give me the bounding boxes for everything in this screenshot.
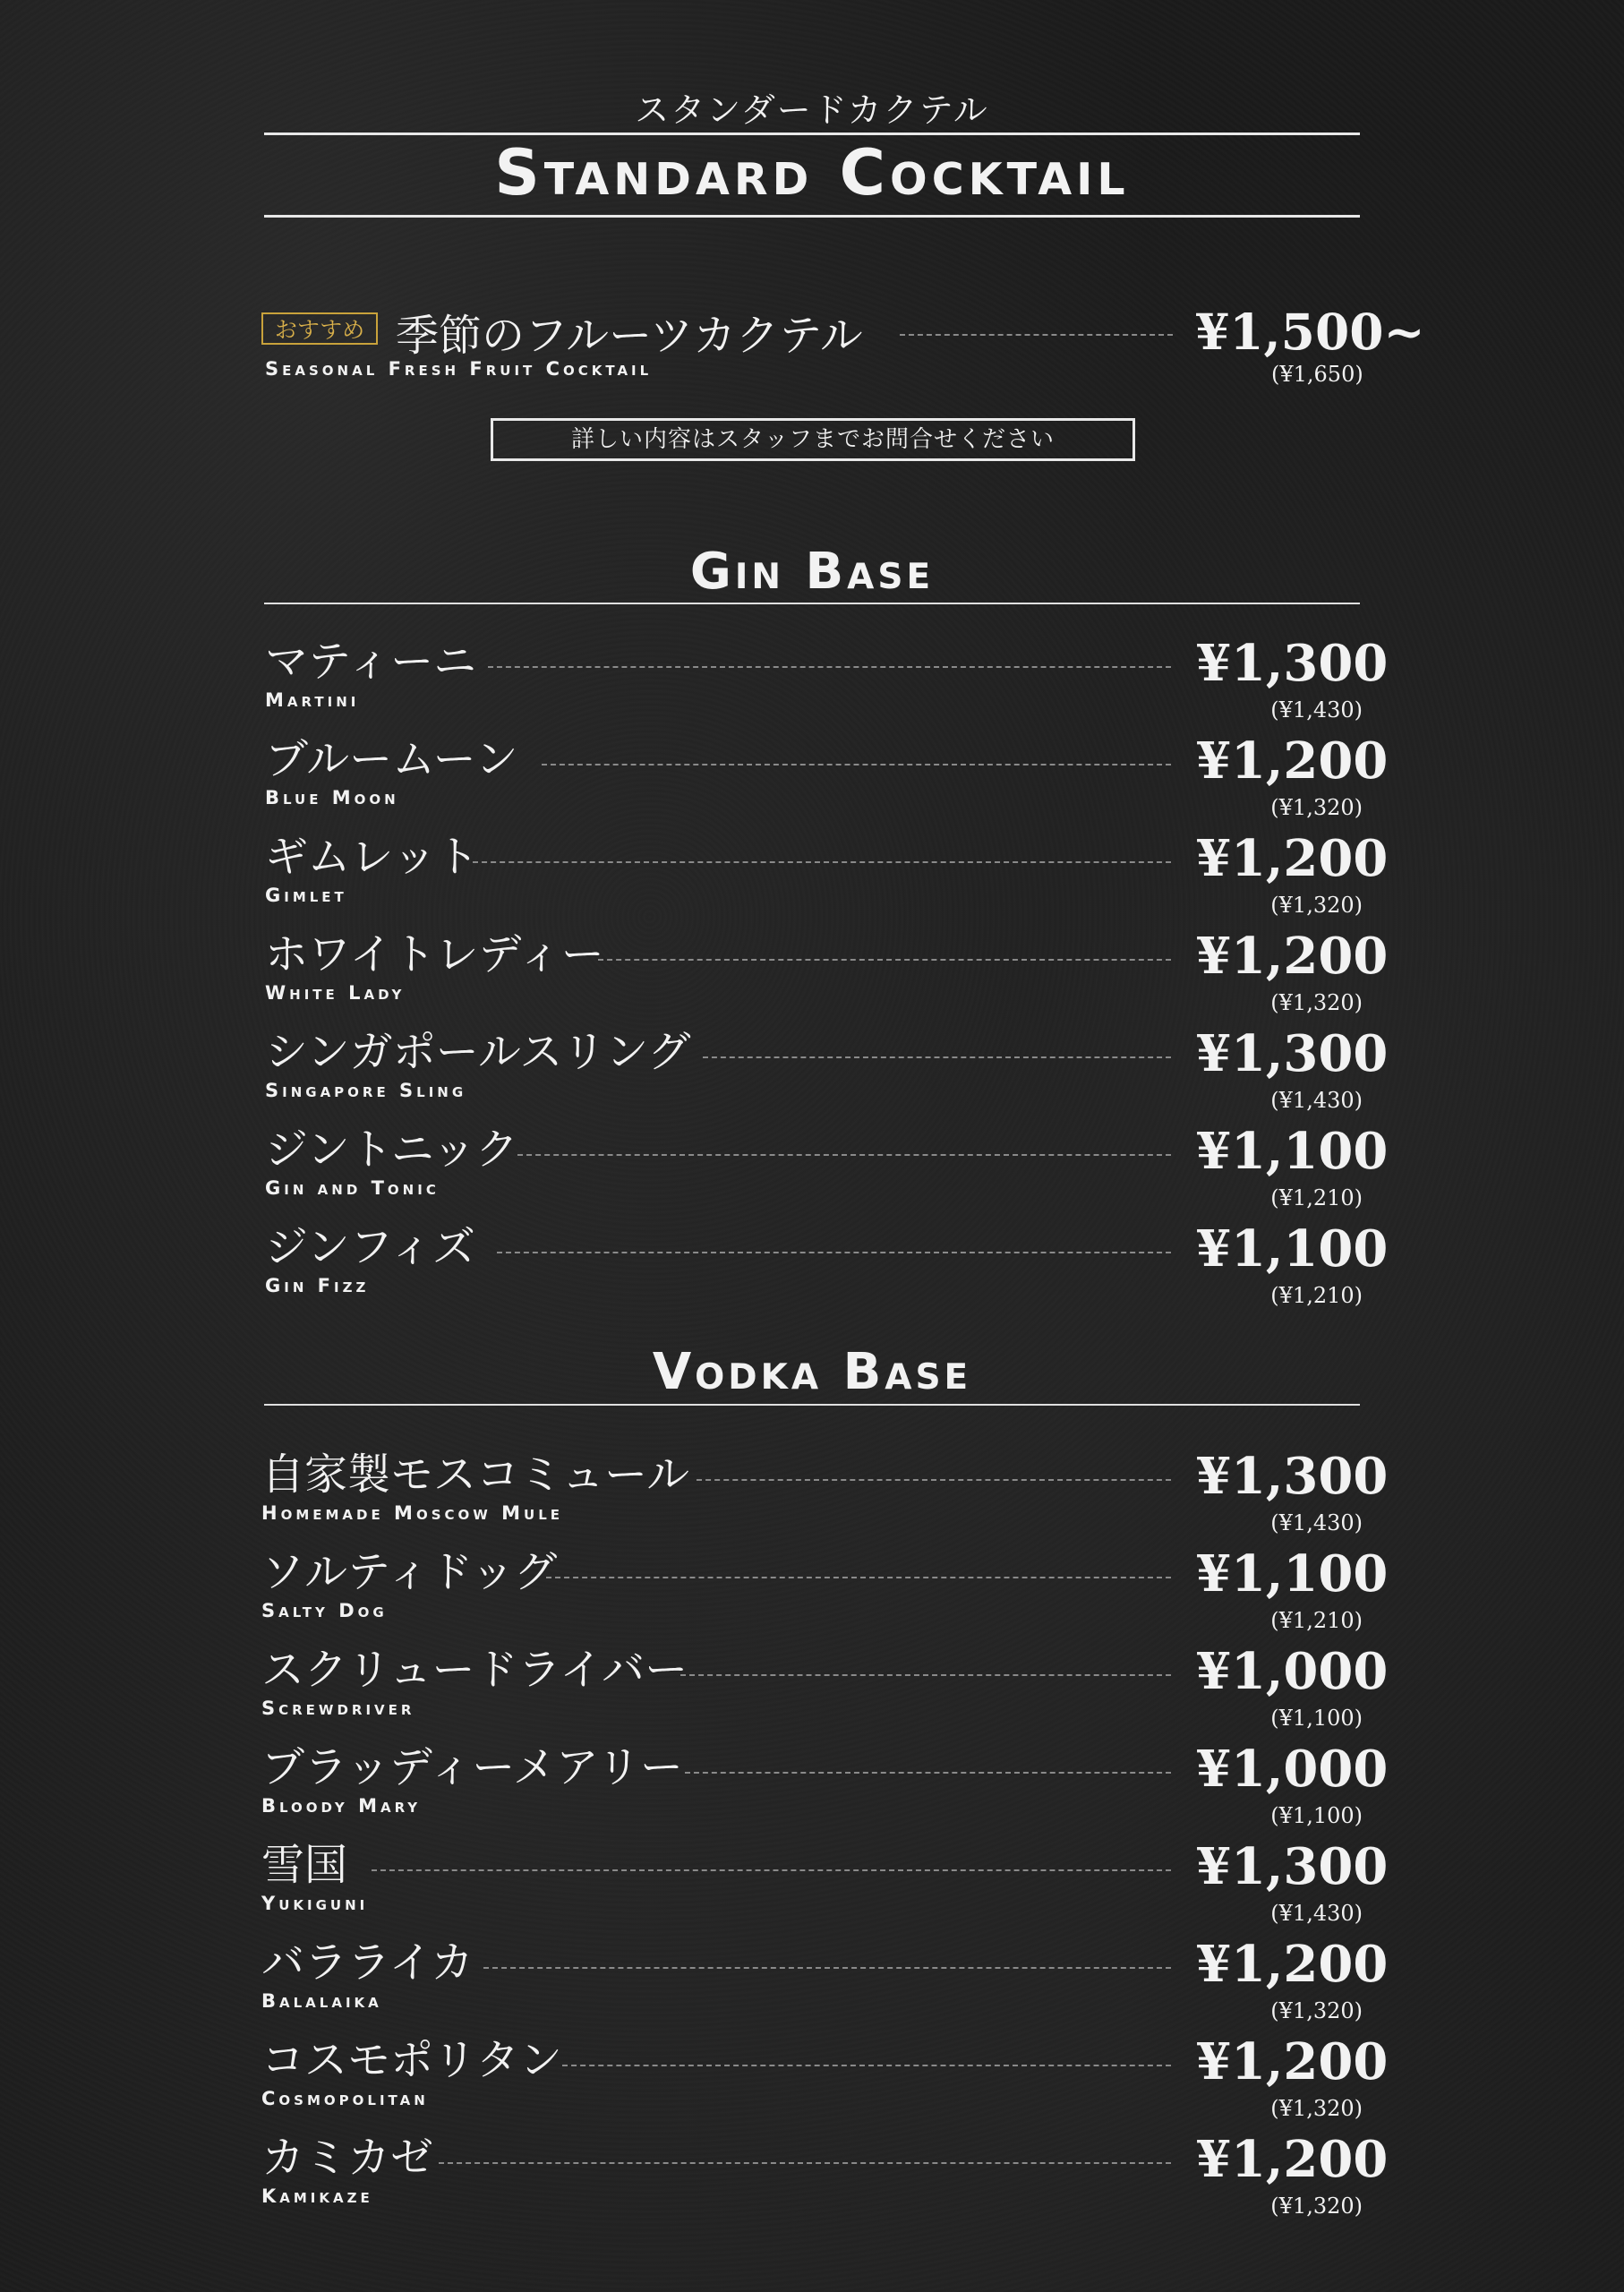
item-name-en: Kamikaze [261,2185,373,2207]
item-price: ¥1,000 [1196,1740,1389,1799]
item-price-tax: (¥1,430) [1270,697,1363,723]
item-price-tax: (¥1,320) [1270,2194,1363,2219]
item-price-tax: (¥1,320) [1270,1998,1363,2023]
menu-item [0,928,1624,1026]
item-name-jp: ジントニック [265,1125,518,1175]
section-rule-vodka [264,1404,1360,1406]
item-price-tax: (¥1,320) [1270,893,1363,918]
item-name-jp: カミカゼ [261,2133,434,2183]
item-name-jp: ブラッディーメアリー [261,1742,683,1792]
item-price-tax: (¥1,320) [1270,795,1363,820]
item-name-jp: ブルームーン [265,734,518,784]
item-name-jp: スクリュードライバー [261,1645,688,1695]
leader-dots [439,2162,1171,2164]
menu-item [0,2132,1624,2229]
featured-price: ¥1,500~ [1195,303,1425,361]
item-price: ¥1,000 [1196,1642,1389,1701]
title-top-rule [264,133,1360,135]
staff-notice: 詳しい内容はスタッフまでお問合せください [491,418,1135,461]
leader-dots [703,1056,1171,1058]
item-name-jp: バラライカ [261,1937,474,1988]
section-rule-gin [264,603,1360,604]
item-price: ¥1,200 [1196,731,1389,791]
item-name-jp: シンガポールスリング [265,1027,691,1077]
item-name-jp: 雪国 [261,1840,348,1890]
menu-item [0,733,1624,831]
menu-item [0,1026,1624,1124]
item-name-en: Gin and Tonic [265,1177,440,1199]
featured-price-tax: (¥1,650) [1271,362,1363,387]
item-price-tax: (¥1,430) [1270,1510,1363,1535]
item-name-en: White Lady [265,982,406,1004]
item-name-jp: 自家製モスコミュール [261,1450,690,1500]
item-name-jp: ソルティドッグ [261,1547,558,1597]
item-price: ¥1,100 [1196,1219,1389,1279]
leader-dots [697,1479,1171,1481]
menu-item [0,1546,1624,1644]
item-price-tax: (¥1,320) [1270,990,1363,1015]
featured-name-en: Seasonal Fresh Fruit Cocktail [265,358,653,380]
item-name-en: Screwdriver [261,1698,415,1719]
item-price: ¥1,200 [1196,927,1389,986]
item-price: ¥1,200 [1196,2032,1389,2091]
leader-dots [372,1869,1171,1871]
page-title-jp: スタンダードカクテル [635,90,989,130]
item-name-jp: ギムレット [265,832,480,882]
item-price: ¥1,300 [1196,1447,1389,1506]
item-name-en: Salty Dog [261,1600,388,1621]
item-price-tax: (¥1,100) [1270,1803,1363,1828]
item-price-tax: (¥1,210) [1270,1608,1363,1633]
item-price: ¥1,100 [1196,1122,1389,1181]
leader-dots [488,666,1171,668]
item-price: ¥1,200 [1196,2130,1389,2189]
item-name-jp: マティーニ [265,637,477,687]
leader-dots [497,1252,1171,1253]
title-bottom-rule [264,215,1360,218]
item-name-en: Blue Moon [265,787,399,808]
featured-name-jp: 季節のフルーツカクテル [396,311,863,361]
item-name-jp: ホワイトレディー [265,929,604,979]
item-name-en: Cosmopolitan [261,2088,429,2109]
item-name-en: Gin Fizz [265,1275,370,1296]
item-name-en: Singapore Sling [265,1080,467,1101]
item-price: ¥1,300 [1196,1837,1389,1896]
leader-dots [473,861,1171,863]
section-title-vodka: Vodka Base [652,1343,972,1401]
item-price: ¥1,300 [1196,634,1389,693]
menu-item [0,636,1624,733]
menu-item [0,1449,1624,1546]
section-title-gin: Gin Base [689,543,935,601]
menu-item [0,2034,1624,2132]
leader-dots [685,1772,1171,1774]
featured-leader-dots [900,334,1173,336]
item-price-tax: (¥1,100) [1270,1706,1363,1731]
item-price-tax: (¥1,320) [1270,2096,1363,2121]
menu-item [0,1937,1624,2034]
menu-item [0,1221,1624,1319]
item-name-en: Balalaika [261,1990,382,2012]
item-price: ¥1,300 [1196,1024,1389,1083]
page-title: Standard Cocktail [494,136,1130,210]
item-name-jp: コスモポリタン [261,2035,563,2085]
leader-dots [598,959,1171,961]
leader-dots [542,764,1171,765]
menu-item [0,831,1624,928]
leader-dots [562,2065,1171,2066]
item-price-tax: (¥1,210) [1270,1283,1363,1308]
leader-dots [517,1154,1171,1156]
item-price-tax: (¥1,430) [1270,1901,1363,1926]
item-price: ¥1,200 [1196,829,1389,888]
item-price: ¥1,100 [1196,1544,1389,1604]
leader-dots [546,1577,1171,1578]
item-name-en: Yukiguni [261,1893,369,1914]
menu-item [0,1124,1624,1221]
item-name-en: Martini [265,689,360,711]
menu-item [0,1839,1624,1937]
item-name-en: Homemade Moscow Mule [261,1502,563,1524]
item-price: ¥1,200 [1196,1935,1389,1994]
item-name-en: Gimlet [265,885,347,906]
recommended-badge: おすすめ [261,312,378,345]
item-price-tax: (¥1,430) [1270,1088,1363,1113]
item-name-jp: ジンフィズ [265,1222,475,1272]
leader-dots [680,1674,1171,1676]
menu-item [0,1644,1624,1741]
menu-item [0,1741,1624,1839]
item-name-en: Bloody Mary [261,1795,422,1817]
leader-dots [483,1967,1171,1969]
item-price-tax: (¥1,210) [1270,1185,1363,1210]
